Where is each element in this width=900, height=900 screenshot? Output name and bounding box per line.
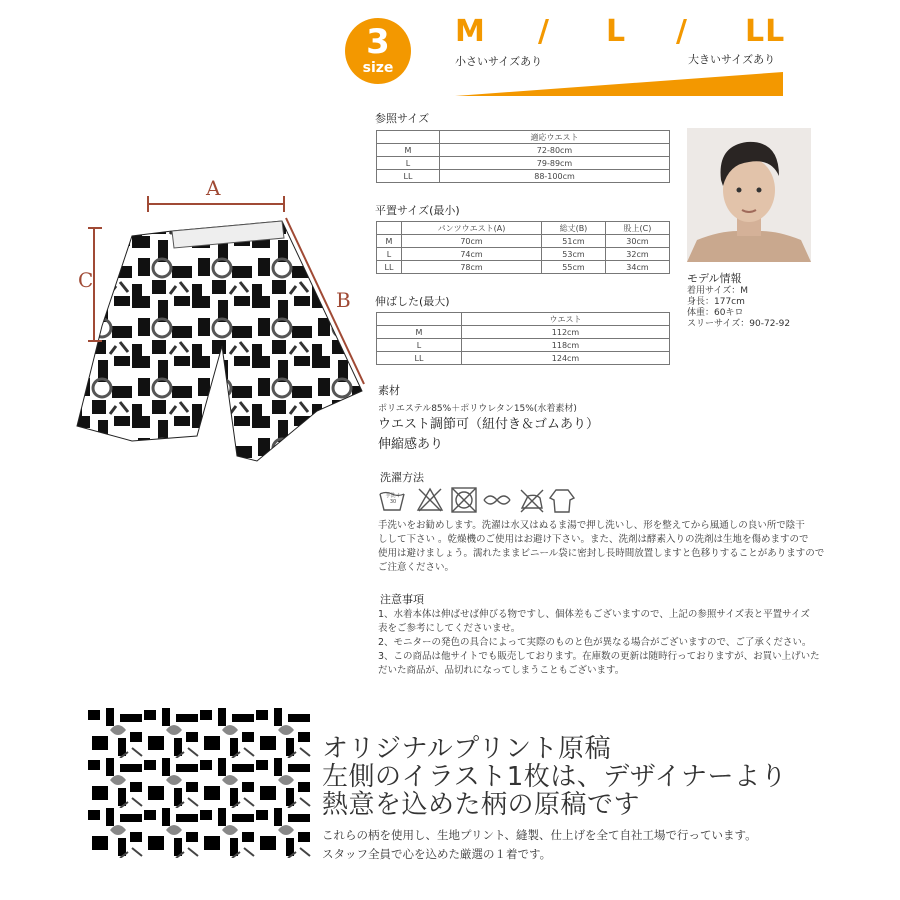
original-print-description: これらの柄を使用し、生地プリント、縫製、仕上げを全て自社工場で行っています。 <box>322 828 757 842</box>
table-header-cell: 適応ウエスト <box>440 131 670 144</box>
table-cell: 55cm <box>542 261 606 274</box>
size-separator: / <box>538 14 550 49</box>
reference-size-table <box>376 130 670 183</box>
small-size-note: 小さいサイズあり <box>455 55 543 68</box>
table-cell: 32cm <box>605 248 669 261</box>
table-row <box>377 157 670 170</box>
table-row <box>377 144 670 157</box>
material-feature-stretch: 伸縮感あり <box>378 437 444 452</box>
table-header-cell: パンツウエスト(A) <box>402 222 542 235</box>
no-bleach-icon <box>416 486 444 514</box>
table-cell: 72-80cm <box>440 144 670 157</box>
table-cell: 30cm <box>605 235 669 248</box>
table-cell: 74cm <box>402 248 542 261</box>
table-cell: 70cm <box>402 235 542 248</box>
table-header-cell: 総丈(B) <box>542 222 606 235</box>
table-row <box>377 170 670 183</box>
text-line: 2、モニターの発色の具合によって実際のものと色が異なる場合がございますので、ご了承ください。 <box>378 637 812 648</box>
original-print-artwork <box>88 708 312 858</box>
dimension-a-label: A <box>206 176 221 200</box>
original-print-description: スタッフ全員で心を込めた厳選の１着です。 <box>322 847 552 861</box>
table-cell: 78cm <box>402 261 542 274</box>
table-row-label: LL <box>377 261 402 274</box>
table-row <box>377 339 670 352</box>
table-cell: 53cm <box>542 248 606 261</box>
text-line: 1、水着本体は伸ばせば伸びる物ですし、個体差もございますので、上記の参照サイズ表と平置サイズ <box>378 609 810 620</box>
table-row <box>377 326 670 339</box>
material-feature-waist: ウエスト調節可（紐付き＆ゴムあり） <box>378 417 600 432</box>
dimension-b-label: B <box>336 288 351 312</box>
washing-instructions <box>378 519 838 575</box>
model-info-line: 体重：60キロ <box>687 308 744 318</box>
material-composition: ポリエステル85%＋ポリウレタン15%(水着素材) <box>378 404 577 414</box>
flat-size-title: 平置サイズ(最小) <box>375 204 460 217</box>
table-cell: 79-89cm <box>440 157 670 170</box>
caution-title: 注意事項 <box>380 593 424 606</box>
table-cell: 118cm <box>462 339 670 352</box>
no-iron-icon <box>518 486 546 514</box>
model-photo <box>687 128 811 262</box>
table-header-row <box>377 131 670 144</box>
flat-size-table <box>376 221 670 274</box>
table-cell: 34cm <box>605 261 669 274</box>
table-row-label: L <box>377 157 440 170</box>
table-header-cell: ウエスト <box>462 313 670 326</box>
size-gradient-wedge <box>455 70 785 98</box>
model-info-line: 着用サイズ：M <box>687 286 749 296</box>
table-cell: 51cm <box>542 235 606 248</box>
table-header-row <box>377 222 670 235</box>
model-info-line: スリーサイズ：90-72-92 <box>687 319 791 329</box>
table-row <box>377 352 670 365</box>
table-cell <box>377 222 402 235</box>
size-count-badge <box>345 18 411 84</box>
table-row-label: M <box>377 326 462 339</box>
size-count-number: 3 <box>366 22 390 62</box>
table-row-label: L <box>377 339 462 352</box>
table-row-label: LL <box>377 352 462 365</box>
hand-wash-text: 手洗イ 30 <box>385 493 401 505</box>
shade-dry-icon <box>548 486 576 514</box>
text-line: 手洗いをお勧めします。洗濯は水又はぬるま湯で押し洗いし、形を整えてから風通しの良い所で陰干 <box>378 520 805 531</box>
text-line: だいた商品が、品切れになってしまうこともございます。 <box>378 665 625 676</box>
stretched-size-table <box>376 312 670 365</box>
washing-title: 洗濯方法 <box>380 471 424 484</box>
table-cell <box>377 131 440 144</box>
table-row-label: M <box>377 235 402 248</box>
no-tumble-dry-icon <box>450 486 478 514</box>
large-size-note: 大きいサイズあり <box>688 53 776 66</box>
table-cell <box>377 313 462 326</box>
model-info-title: モデル情報 <box>687 272 742 285</box>
original-print-heading: オリジナルプリント原稿 <box>322 734 612 764</box>
table-row-label: M <box>377 144 440 157</box>
original-print-subheading: 左側のイラスト1枚は、デザイナーより <box>322 762 787 792</box>
table-row-label: LL <box>377 170 440 183</box>
material-title: 素材 <box>378 384 400 397</box>
table-cell: 124cm <box>462 352 670 365</box>
original-print-subheading: 熱意を込めた柄の原稿です <box>322 790 641 820</box>
table-row <box>377 248 670 261</box>
text-line: 3、この商品は他サイトでも販売しております。在庫数の更新は随時行っておりますが、お買い上げいた <box>378 651 820 662</box>
table-cell: 112cm <box>462 326 670 339</box>
caution-text <box>378 608 838 678</box>
table-row-label: L <box>377 248 402 261</box>
size-m: M <box>455 14 486 49</box>
reference-size-title: 参照サイズ <box>375 112 430 125</box>
size-ll: LL <box>745 14 786 49</box>
model-info-line: 身長：177cm <box>687 297 745 307</box>
text-line: しして下さい 。乾燥機のご使用はお避け下さい。また、洗剤は酵素入りの洗剤は生地を傷めますので <box>378 534 809 545</box>
wring-icon <box>482 490 512 510</box>
table-cell: 88-100cm <box>440 170 670 183</box>
table-row <box>377 261 670 274</box>
size-count-label: size <box>362 60 394 76</box>
table-row <box>377 235 670 248</box>
stretched-size-title: 伸ばした(最大) <box>375 295 450 308</box>
size-l: L <box>606 14 627 49</box>
size-separator: / <box>676 14 688 49</box>
dimension-c-label: C <box>78 268 94 292</box>
text-line: 表をご参考にしてくださいませ。 <box>378 623 521 634</box>
table-header-cell: 股上(C) <box>605 222 669 235</box>
text-line: 使用は避けましょう。濡れたままビニール袋に密封し長時間放置しますと色移りすることがありますので <box>378 548 825 559</box>
shorts-product-image <box>72 176 372 466</box>
washing-icons <box>378 486 578 514</box>
table-header-row <box>377 313 670 326</box>
text-line: ご注意ください。 <box>378 562 455 573</box>
